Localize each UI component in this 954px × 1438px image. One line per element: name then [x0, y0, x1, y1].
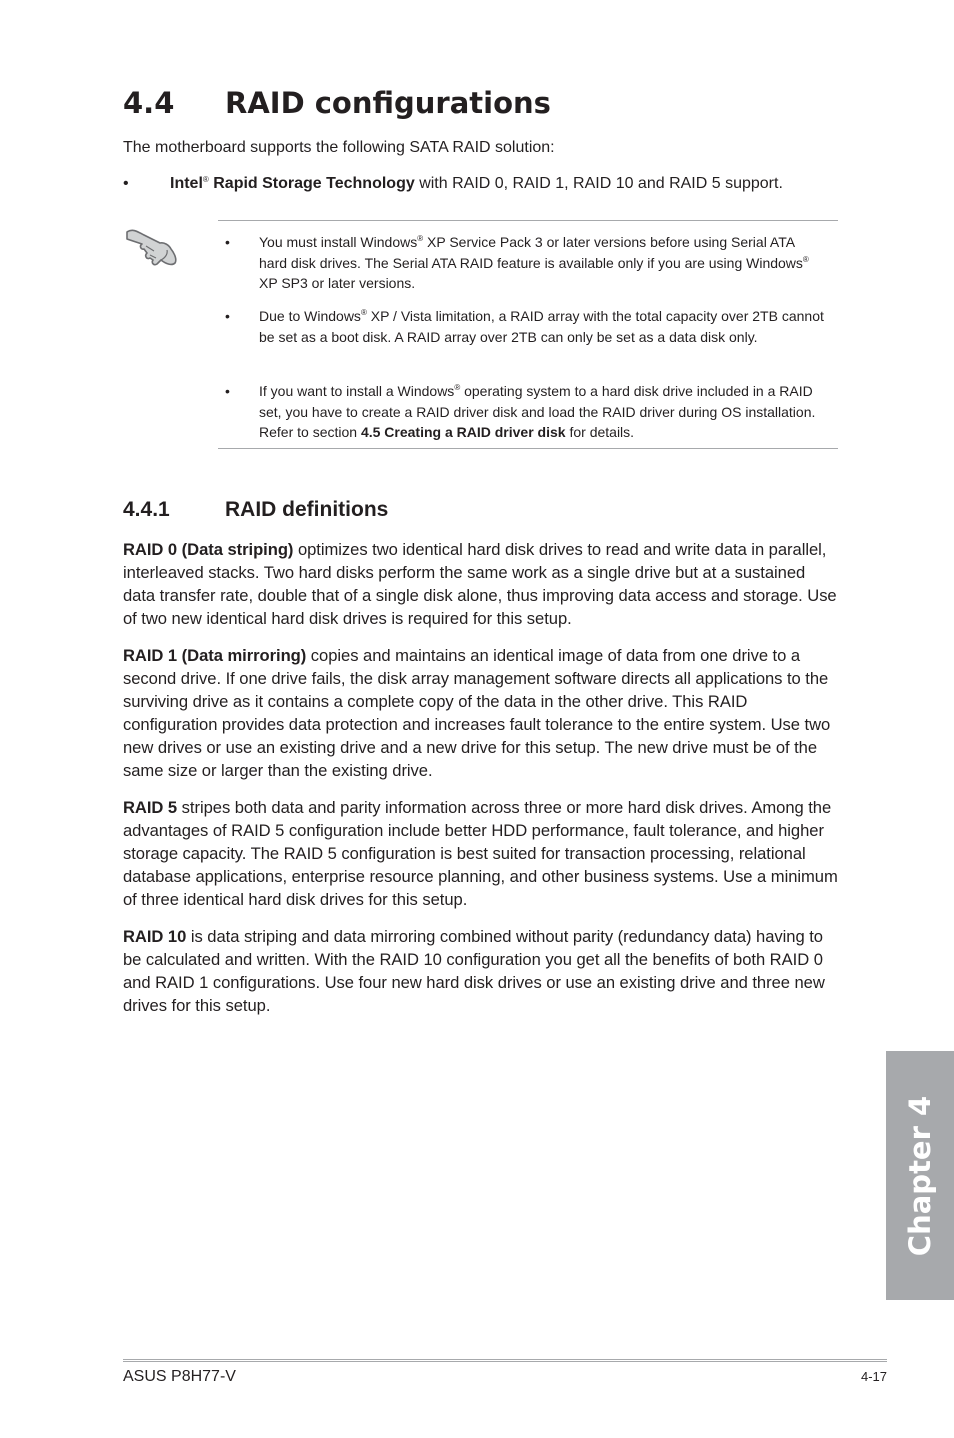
definition-text: stripes both data and parity information across three or more hard disk drives. Among the advantages of RAID 5 configuration include better HDD performance, fault tolerance, and higher storage capacity. The RAID 5 configuration is best suited for transaction processing, relational database applications, enterprise resource planning, and other business systems. Use a minimum of three identical hard disk drives for this setup.	[123, 798, 838, 910]
subsection-title-text: RAID definitions	[225, 498, 389, 521]
note-item	[218, 232, 824, 294]
definition-term: RAID 0 (Data striping)	[123, 540, 294, 559]
definition-raid-0	[123, 538, 841, 630]
bullet: •	[123, 175, 129, 192]
registered-mark: ®	[417, 234, 424, 243]
tech-name-rest: Rapid Storage Technology	[208, 175, 415, 192]
definition-term: RAID 1 (Data mirroring)	[123, 646, 307, 665]
registered-mark: ®	[454, 383, 461, 392]
definition-text: is data striping and data mirroring combined without parity (redundancy data) having to be calculated and written. With the RAID 10 configuration you get all the benefits of both RAID 0 and RAID 1 configurations. Use four new hard disk drives or use an existing drive and three new drives for this setup.	[123, 927, 825, 1016]
note-text: If you want to install a Windows	[259, 383, 455, 399]
section-number: 4.4	[123, 86, 175, 120]
subsection-number: 4.4.1	[123, 498, 170, 521]
definition-text: optimizes two identical hard disk drives to read and write data in parallel, interleaved stacks. Two hard disks perform the same work as a single drive but at a sustained data transfer rate, double that of a single disk alone, thus improving data access and storage. Use of two new identical hard disk drives is required for this setup.	[123, 540, 837, 629]
registered-mark: ®	[360, 308, 367, 317]
footer-divider	[123, 1359, 887, 1362]
section-title-text: RAID configurations	[225, 86, 551, 120]
support-description: with RAID 0, RAID 1, RAID 10 and RAID 5 support.	[414, 175, 783, 192]
note-text: Due to Windows	[259, 308, 361, 324]
definition-raid-5	[123, 796, 841, 911]
chapter-label: Chapter 4	[903, 1095, 937, 1256]
note-item	[218, 306, 824, 347]
definition-term: RAID 10	[123, 927, 187, 946]
note-text: XP SP3 or later versions.	[259, 275, 416, 291]
note-box	[218, 220, 838, 449]
section-reference: 4.5 Creating a RAID driver disk	[360, 424, 566, 440]
note-text: operating system to a hard disk drive included in a RAID set, you have to create a RAID driver disk and load the RAID driver during OS installation. Refer to section	[259, 383, 816, 440]
note-text: XP Service Pack 3 or later versions before using Serial ATA hard disk drives. The Serial ATA RAID feature is available only if you are using Windows	[259, 234, 803, 271]
tech-name: Intel	[170, 175, 203, 192]
definition-raid-1	[123, 644, 841, 783]
bullet: •	[225, 383, 230, 399]
bullet: •	[225, 308, 230, 324]
note-text: XP / Vista limitation, a RAID array with the total capacity over 2TB cannot be set as a boot disk. A RAID array over 2TB can only be set as a data disk only.	[259, 308, 824, 345]
definition-term: RAID 5	[123, 798, 178, 817]
note-item	[218, 381, 824, 443]
note-text: for details.	[565, 424, 635, 440]
page-number: 4-17	[860, 1369, 887, 1384]
definition-raid-10	[123, 925, 841, 1017]
subsection-title	[123, 498, 388, 522]
intro-text: The motherboard supports the following SATA RAID solution:	[123, 139, 555, 156]
footer-product-name: ASUS P8H77-V	[123, 1368, 236, 1385]
note-text: You must install Windows	[259, 234, 418, 250]
definition-text: copies and maintains an identical image of data from one drive to a second drive. If one drive fails, the disk array management software directs all applications to the surviving drive as it contains a complete copy of the data in the other drive. This RAID configuration provides data protection and increases fault tolerance to the entire system. Use two new drives or use an existing drive and a new drive for this setup. The new drive must be of the same size or larger than the existing drive.	[123, 646, 831, 781]
registered-mark: ®	[202, 175, 209, 184]
registered-mark: ®	[802, 254, 809, 264]
bullet: •	[225, 234, 230, 250]
section-title	[123, 86, 551, 120]
hand-pointing-icon	[124, 222, 180, 270]
chapter-tab	[886, 1051, 954, 1300]
